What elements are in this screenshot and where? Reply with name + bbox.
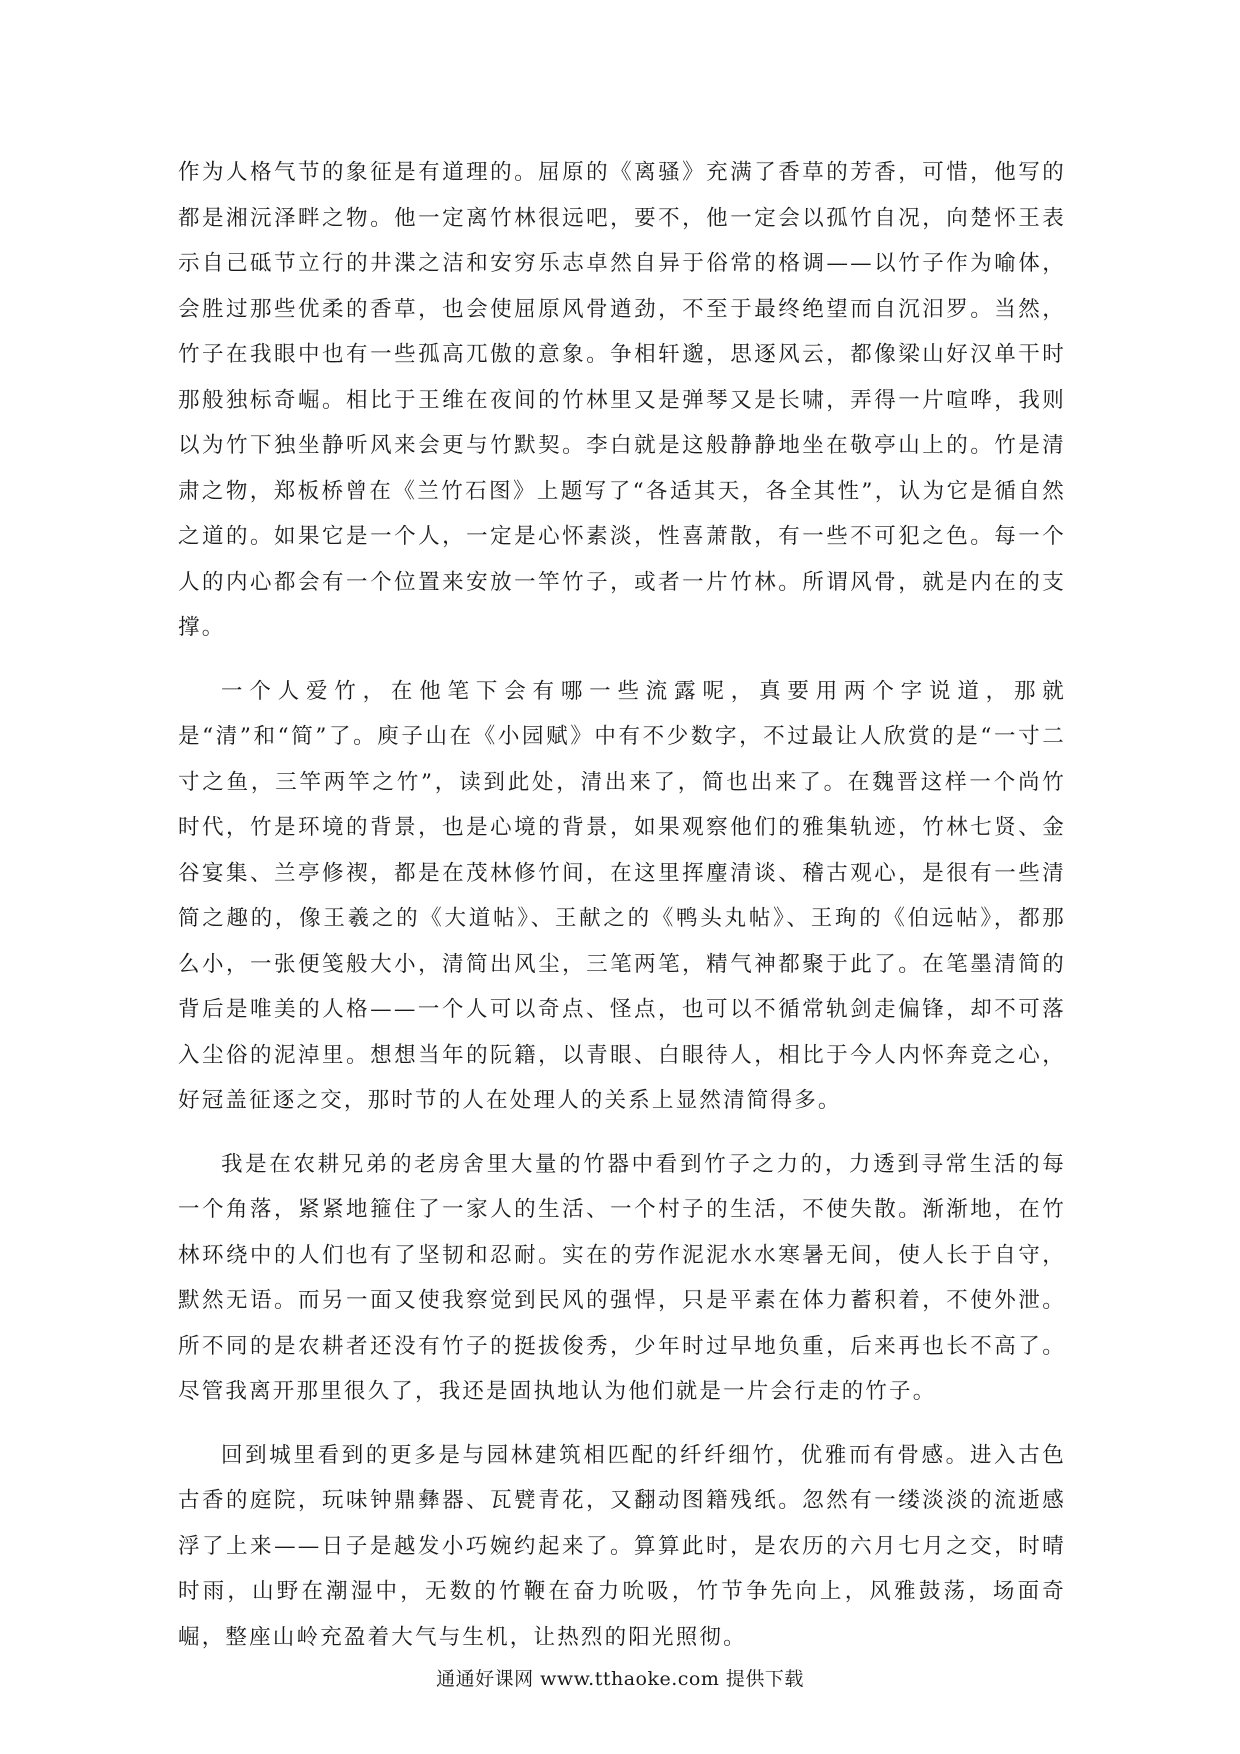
paragraph: 我是在农耕兄弟的老房舍里大量的竹器中看到竹子之力的，力透到寻常生活的每一个角落，紧紧地箍住了一家人的生活、一个村子的生活，不使失散。渐渐地，在竹林环绕中的人们也有了坚韧和忍耐。实在的劳作泥泥水水寒暑无间，使人长于自守，默然无语。而另一面又使我察觉到民风的强悍，只是平素在体力蓄积着，不使外泄。所不同的是农耕者还没有竹子的挺拔俊秀，少年时过早地负重，后来再也长不高了。尽管我离开那里很久了，我还是固执地认为他们就是一片会行走的竹子。 — [178, 1151, 1066, 1404]
download-footer: 通通好课网 www.tthaoke.com 提供下载 — [436, 1668, 804, 1690]
article-body — [178, 150, 1066, 1678]
paragraph: 一个人爱竹，在他笔下会有哪一些流露呢，真要用两个字说道，那就是“清”和“简”了。庾子山在《小园赋》中有不少数字，不过最让人欣赏的是“一寸二寸之鱼，三竿两竿之竹”，读到此处，清出来了，简也出来了。在魏晋这样一个尚竹时代，竹是环境的背景，也是心境的背景，如果观察他们的雅集轨迹，竹林七贤、金谷宴集、兰亭修禊，都是在茂林修竹间，在这里挥麈清谈、稽古观心，是很有一些清简之趣的，像王羲之的《大道帖》、王献之的《鸭头丸帖》、王珣的《伯远帖》，都那么小，一张便笺般大小，清简出风尘，三笔两笔，精气神都聚于此了。在笔墨清简的背后是唯美的人格——一个人可以奇点、怪点，也可以不循常轨剑走偏锋，却不可落入尘俗的泥淖里。想想当年的阮籍，以青眼、白眼待人，相比于今人内怀奔竞之心，好冠盖征逐之交，那时节的人在处理人的关系上显然清简得多。 — [178, 678, 1066, 1113]
paragraph: 回到城里看到的更多是与园林建筑相匹配的纤纤细竹，优雅而有骨感。进入古色古香的庭院，玩味钟鼎彝器、瓦甓青花，又翻动图籍残纸。忽然有一缕淡淡的流逝感浮了上来——日子是越发小巧婉约起来了。算算此时，是农历的六月七月之交，时晴时雨，山野在潮湿中，无数的竹鞭在奋力吮吸，竹节争先向上，风雅鼓荡，场面奇崛，整座山岭充盈着大气与生机，让热烈的阳光照彻。 — [178, 1442, 1066, 1650]
paragraph-continuation: 作为人格气节的象征是有道理的。屈原的《离骚》充满了香草的芳香，可惜，他写的都是湘沅泽畔之物。他一定离竹林很远吧，要不，他一定会以孤竹自况，向楚怀王表示自己砥节立行的井渫之洁和安穷乐志卓然自异于俗常的格调——以竹子作为喻体，会胜过那些优柔的香草，也会使屈原风骨遒劲，不至于最终绝望而自沉汨罗。当然，竹子在我眼中也有一些孤高兀傲的意象。争相轩邈，思逐风云，都像梁山好汉单干时那般独标奇崛。相比于王维在夜间的竹林里又是弹琴又是长啸，弄得一片喧哗，我则以为竹下独坐静听风来会更与竹默契。李白就是这般静静地坐在敬亭山上的。竹是清肃之物，郑板桥曾在《兰竹石图》上题写了“各适其天，各全其性”，认为它是循自然之道的。如果它是一个人，一定是心怀素淡，性喜萧散，有一些不可犯之色。每一个人的内心都会有一个位置来安放一竿竹子，或者一片竹林。所谓风骨，就是内在的支撑。 — [178, 160, 1066, 640]
